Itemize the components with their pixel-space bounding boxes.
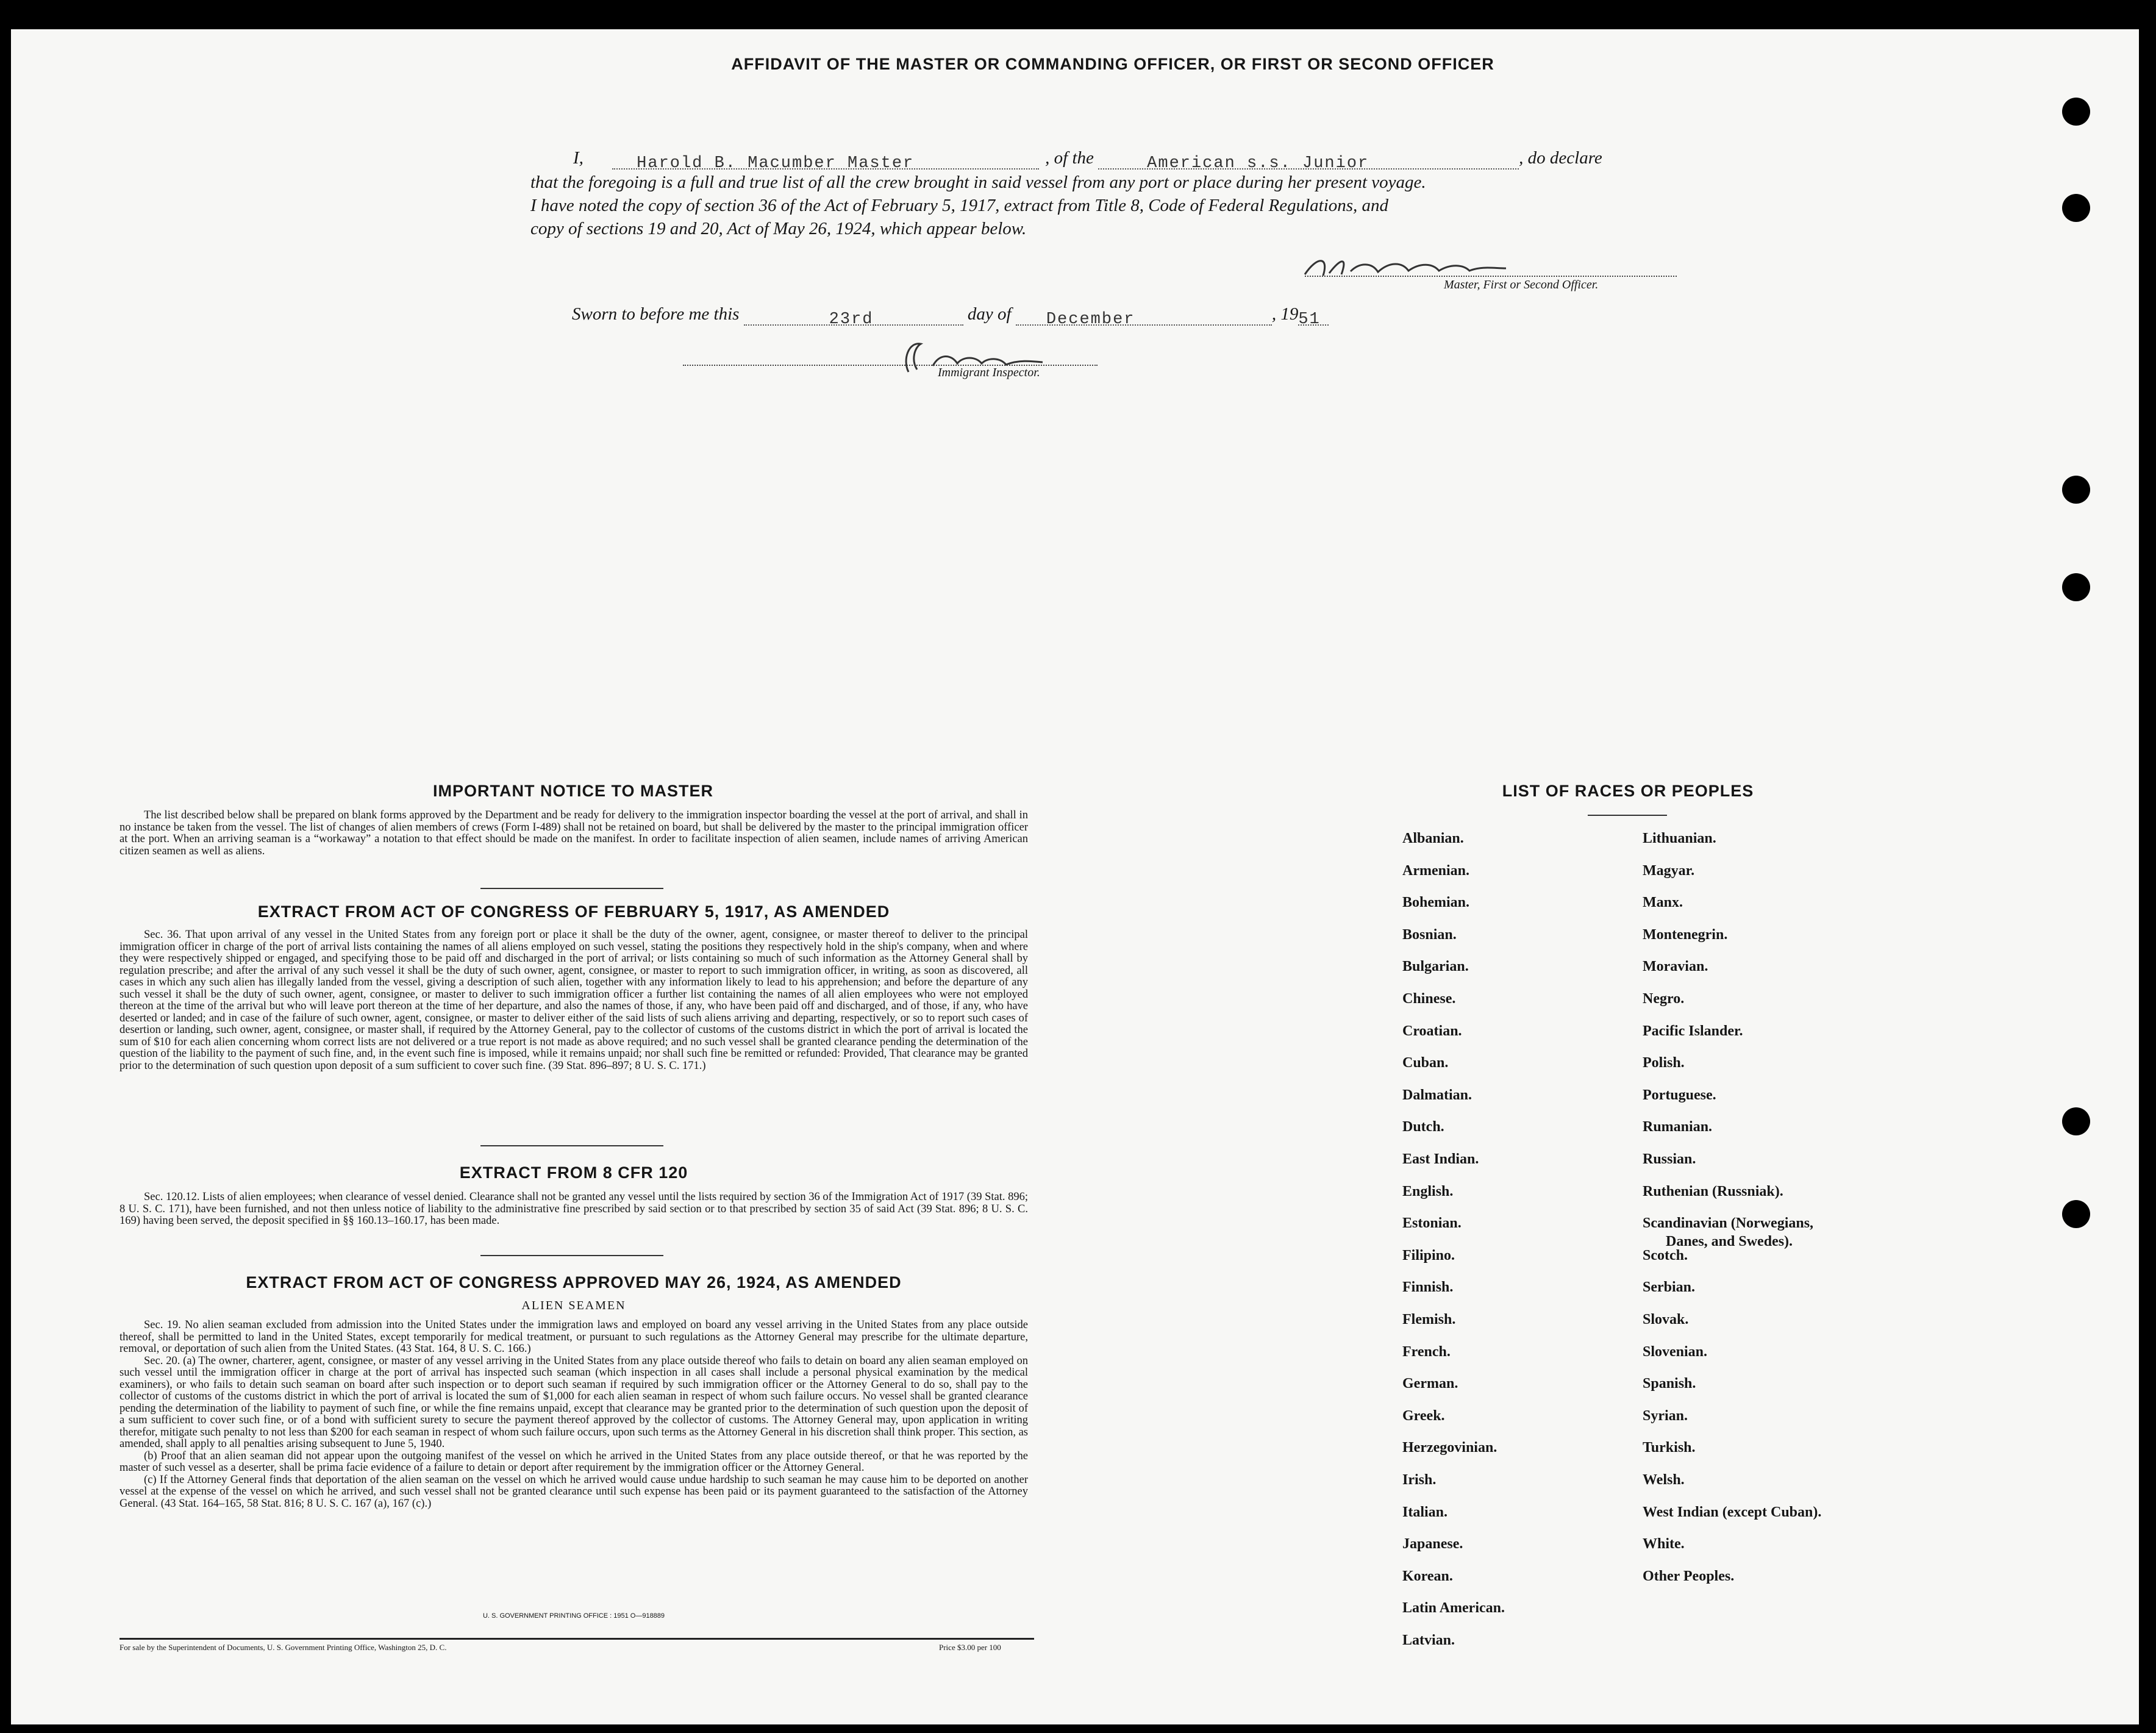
race-item: Danes, and Swedes).	[1666, 1234, 1793, 1250]
sworn-year-value: 51	[1298, 310, 1321, 329]
punch-hole	[2062, 1107, 2090, 1135]
punch-hole	[2062, 573, 2090, 601]
punch-hole	[2062, 194, 2090, 222]
race-item: Herzegovinian.	[1402, 1440, 1497, 1456]
race-item: Montenegrin.	[1643, 926, 1728, 943]
sworn-year-prefix: , 19	[1271, 304, 1299, 324]
race-item: Italian.	[1402, 1504, 1448, 1520]
extract-cfr-divider	[480, 1255, 663, 1256]
race-item: Magyar.	[1643, 862, 1695, 879]
race-item: Filipino.	[1402, 1247, 1455, 1263]
footer-price: Price $3.00 per 100	[939, 1643, 1001, 1652]
punch-hole	[2062, 1200, 2090, 1228]
punch-hole	[2062, 98, 2090, 126]
declaration-prefix: I,	[573, 148, 584, 168]
extract-1924-sec20a: Sec. 20. (a) The owner, charterer, agent, consignee, or master of any vessel arriving in the United States from any place outside thereof who fails to detain on board any alien seaman employed on such vessel until the immigration officer in charge at the port of arrival has inspected such seaman (which inspection in all cases shall include a personal physical examination by the medical examiners), or who fails to detain such seaman on board after such inspection or to deport such seaman if required by such immigration officer or the Attorney General to do so, shall pay to the collector of customs of the customs district in which the port of arrival is located the sum of $1,000 for each alien seaman in respect of whom such failure occurs. No vessel shall be granted clearance pending the determination of the liability to payment of such fine, or while the fine remains unpaid, except that clearance may be granted prior to the determination of such question upon the deposit of a sum sufficient to cover such fine, or of a bond with sufficient surety to secure the payment thereof approved by the collector of customs. The Attorney General may, upon application in writing therefor, mitigate such penalty to not less than $200 for each seaman in respect of whom such failure occurs, upon such terms as the Attorney General in his discretion shall think proper. This section, as amended, shall apply to all penalties arising subsequent to June 5, 1940.	[120, 1354, 1028, 1450]
extract-1917-divider	[480, 1145, 663, 1146]
race-item: Other Peoples.	[1643, 1568, 1735, 1584]
race-item: Portuguese.	[1643, 1087, 1716, 1103]
race-item: Slovak.	[1643, 1312, 1689, 1327]
race-item: Dalmatian.	[1402, 1087, 1472, 1103]
race-item: Flemish.	[1402, 1312, 1456, 1327]
signature-line	[1305, 276, 1677, 277]
races-divider	[1588, 815, 1667, 816]
race-item: Japanese.	[1402, 1536, 1463, 1553]
race-item: Bulgarian.	[1402, 959, 1469, 975]
inspector-caption: Immigrant Inspector.	[938, 366, 1040, 379]
sworn-month-value: December	[1046, 310, 1135, 329]
sworn-day-value: 23rd	[829, 310, 874, 329]
race-item: Negro.	[1643, 991, 1685, 1007]
race-item: French.	[1402, 1343, 1451, 1360]
extract-1917-title: EXTRACT FROM ACT OF CONGRESS OF FEBRUARY 5, 1917, AS AMENDED	[257, 902, 890, 921]
extract-cfr-title: EXTRACT FROM 8 CFR 120	[459, 1163, 688, 1182]
race-item: Welsh.	[1643, 1472, 1685, 1488]
declaration-line-1	[573, 146, 1683, 173]
punch-hole	[2062, 476, 2090, 504]
race-item: Turkish.	[1643, 1440, 1696, 1456]
declaration-of: , of the	[1045, 148, 1094, 168]
race-item: Cuban.	[1402, 1055, 1449, 1071]
notice-text: The list described below shall be prepared on blank forms approved by the Department and be ready for delivery to the immigration inspector boarding the vessel at the port of arrival, and shall in no instance be taken from the vessel. The list of changes of alien members of crews (Form I-489) shall not be retained on board, but shall be delivered by the master to the principal immigration officer at the port. When an arriving seaman is a “workaway” a notation to that effect should be made on the manifest. In order to facilitate inspection of alien seamen, include names of arriving American citizen seamen as well as aliens.	[120, 809, 1028, 857]
race-item: Scandinavian (Norwegians,	[1643, 1215, 1814, 1232]
sworn-year-field[interactable]	[1298, 306, 1329, 329]
extract-1924-sec20c: (c) If the Attorney General finds that deportation of the alien seaman on the vessel on which he arrived would cause undue hardship to such seaman he may cause him to be deported on another vessel at the expense of the vessel on which he arrived, and such vessel shall not be granted clearance until such expense has been paid or its payment guaranteed to the satisfaction of the Attorney General. (43 Stat. 164–165, 58 Stat. 816; 8 U. S. C. 167 (a), 167 (c).)	[120, 1473, 1028, 1510]
race-item: Irish.	[1402, 1472, 1437, 1488]
declaration-suffix: , do declare	[1519, 148, 1602, 168]
race-item: Manx.	[1643, 895, 1683, 911]
race-item: Scotch.	[1643, 1247, 1688, 1263]
extract-1924-sec20b: (b) Proof that an alien seaman did not appear upon the outgoing manifest of the vessel on which he arrived in the United States from any place outside thereof, or that he was reported by the master of such vessel as a deserter, shall be prima facie evidence of a failure to detain or deport after requirement by the immigration officer or the Attorney General.	[120, 1449, 1028, 1474]
race-item: East Indian.	[1402, 1151, 1479, 1167]
race-item: Greek.	[1402, 1407, 1445, 1424]
race-item: Serbian.	[1643, 1279, 1696, 1296]
race-item: English.	[1402, 1183, 1454, 1199]
sworn-day-of: day of	[967, 304, 1012, 324]
race-item: White.	[1643, 1536, 1685, 1553]
extract-1924-title: EXTRACT FROM ACT OF CONGRESS APPROVED MAY 26, 1924, AS AMENDED	[246, 1273, 902, 1292]
race-item: Bohemian.	[1402, 895, 1470, 911]
race-item: West Indian (except Cuban).	[1643, 1504, 1822, 1520]
race-item: Lithuanian.	[1643, 831, 1716, 846]
race-item: Pacific Islander.	[1643, 1023, 1743, 1039]
master-name-field[interactable]	[612, 150, 1039, 173]
declaration-line-2: that the foregoing is a full and true list of all the crew brought in said vessel from any port or place during her present voyage.	[530, 173, 1426, 192]
extract-cfr-text: Sec. 120.12. Lists of alien employees; when clearance of vessel denied. Clearance shall not be granted any vessel until the lists required by section 36 of the Immigration Act of 1917 (39 Stat. 896; 8 U. S. C. 171), have been furnished, and not then unless notice of liability to the administrative fine prescribed by said section or to that prescribed by section 35 of said Act (39 Stat. 896; 8 U. S. C. 169) having been served, the deposit specified in §§ 160.13–160.17, has been made.	[120, 1191, 1028, 1227]
signature-caption: Master, First or Second Officer.	[1444, 278, 1599, 291]
race-item: Ruthenian (Russniak).	[1643, 1183, 1783, 1199]
declaration-line-4: copy of sections 19 and 20, Act of May 26, 1924, which appear below.	[530, 219, 1027, 238]
races-title: LIST OF RACES OR PEOPLES	[1502, 782, 1754, 800]
race-item: Croatian.	[1402, 1023, 1462, 1039]
notice-divider	[480, 888, 663, 889]
race-item: Spanish.	[1643, 1376, 1696, 1392]
race-item: Polish.	[1643, 1055, 1685, 1071]
vessel-name-field[interactable]	[1098, 150, 1519, 173]
extract-1917-text: Sec. 36. That upon arrival of any vessel in the United States from any foreign port or place it shall be the duty of the owner, agent, consignee, or master thereof to deliver to the principal immigration officer in charge of the port of arrival lists containing the names of all aliens employed on such vessel, stating the positions they respectively hold in the ship's company, when and where they were respectively shipped or engaged, and specifying those to be paid off and discharged in the port of arrival; or lists containing so much of such information as the Attorney General shall by regulation prescribe; and after the arrival of any such vessel it shall be the duty of such owner, agent, consignee, or master to report to such immigration officer, in writing, as soon as discovered, all cases in which any such alien has illegally landed from the vessel, giving a description of such alien, together with any information likely to lead to his apprehension; and before the departure of any such vessel it shall be the duty of such owner, agent, consignee, or master to deliver to such immigration officer a further list containing the names of all alien employees who were not employed thereon at the time of the arrival but who will leave port thereon at the time of her departure, and also the names of those, if any, who have been paid off and discharged, and of those, if any, who have deserted or landed; and in case of the failure of such owner, agent, consignee, or master to deliver either of the said lists of such aliens arriving and departing, respectively, or so to report such cases of desertion or landing, such owner, agent, consignee, or master shall, if required by the Attorney General, pay to the collector of customs of the customs district in which the port of arrival is located the sum of $10 for each alien concerning whom correct lists are not delivered or a true report is not made as above required; and no such vessel shall be granted clearance pending the determination of the question of the liability to the payment of such fine, and, in the event such fine is imposed, while it remains unpaid; nor shall such fine be remitted or refunded: Provided, That clearance may be granted prior to the determination of such question upon deposit of a sum sufficient to cover such fine. (39 Stat. 896–897; 8 U. S. C. 171.)	[120, 929, 1028, 1072]
race-item: Latin American.	[1402, 1600, 1505, 1617]
races-list	[1397, 831, 1885, 1660]
footer-sale-note: For sale by the Superintendent of Documents, U. S. Government Printing Office, Washington 25, D. C.	[120, 1643, 447, 1652]
race-item: Syrian.	[1643, 1407, 1688, 1424]
sworn-prefix: Sworn to before me this	[572, 304, 740, 324]
race-item: Dutch.	[1402, 1119, 1444, 1135]
sworn-line	[572, 302, 1487, 329]
race-item: Finnish.	[1402, 1279, 1454, 1296]
race-item: Latvian.	[1402, 1632, 1455, 1648]
extract-1924-subtitle: ALIEN SEAMEN	[521, 1299, 626, 1312]
printing-office-note: U. S. GOVERNMENT PRINTING OFFICE : 1951 O—918889	[482, 1612, 665, 1620]
notice-title: IMPORTANT NOTICE TO MASTER	[433, 782, 713, 800]
race-item: Albanian.	[1402, 831, 1464, 846]
footer-rule	[120, 1638, 1034, 1640]
race-item: German.	[1402, 1376, 1458, 1392]
declaration-line-3: I have noted the copy of section 36 of the Act of February 5, 1917, extract from Title 8, Code of Federal Regulations, and	[530, 196, 1389, 215]
sworn-day-field[interactable]	[744, 306, 963, 329]
master-name-value: Harold B. Macumber Master	[637, 154, 915, 173]
extract-1924-body	[120, 1320, 1028, 1510]
race-item: Rumanian.	[1643, 1119, 1713, 1135]
vessel-name-value: American s.s. Junior	[1147, 154, 1369, 173]
extract-1924-sec19: Sec. 19. No alien seaman excluded from admission into the United States under the immigration laws and employed on board any vessel arriving in the United States from any place outside thereof, shall be permitted to land in the United States, except temporarily for medical treatment, or pursuant to such regulations as the Attorney General may prescribe for the ultimate departure, removal, or deportation of such alien from the United States. (43 Stat. 164, 8 U. S. C. 166.)	[120, 1319, 1028, 1355]
race-item: Moravian.	[1643, 959, 1708, 975]
affidavit-title: AFFIDAVIT OF THE MASTER OR COMMANDING OFFICER, OR FIRST OR SECOND OFFICER	[731, 55, 1494, 73]
race-item: Russian.	[1643, 1151, 1696, 1167]
race-item: Armenian.	[1402, 862, 1469, 879]
race-item: Slovenian.	[1643, 1343, 1708, 1360]
race-item: Korean.	[1402, 1568, 1453, 1584]
race-item: Estonian.	[1402, 1215, 1462, 1232]
sworn-month-field[interactable]	[1016, 306, 1272, 329]
race-item: Chinese.	[1402, 991, 1456, 1007]
race-item: Bosnian.	[1402, 926, 1457, 943]
